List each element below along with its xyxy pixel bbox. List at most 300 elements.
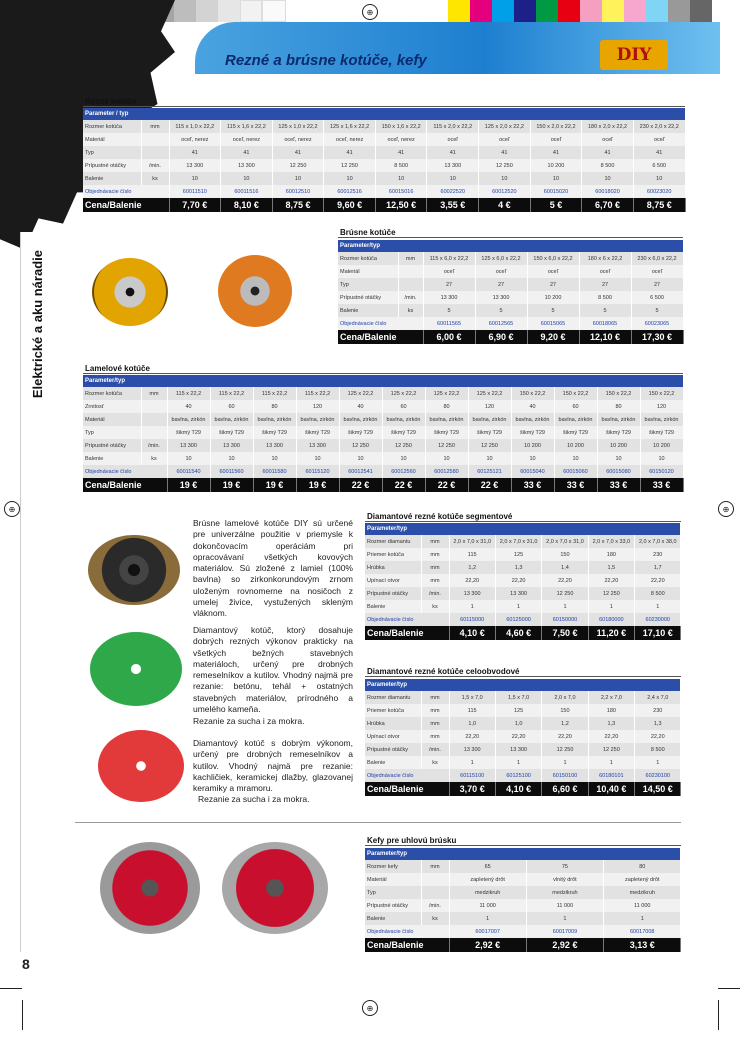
price-cell: 11,20 € xyxy=(588,626,634,640)
table-header-label: Parameter/typ xyxy=(83,375,683,387)
table-cell: 22,20 xyxy=(449,730,495,743)
spec-table xyxy=(338,240,684,344)
row-label: Rozmer kotúča xyxy=(83,387,141,400)
order-code: 60125100 xyxy=(495,769,541,782)
order-code: 60012565 xyxy=(475,317,527,330)
table-cell: 80 xyxy=(604,860,681,873)
table-cell: 10 xyxy=(511,452,554,465)
row-unit: /min. xyxy=(421,899,449,912)
table-cell: oceľ xyxy=(479,133,531,146)
table-cell: oceľ xyxy=(530,133,582,146)
section-title-brusne: Brúsne kotúče xyxy=(340,228,396,237)
row-unit xyxy=(141,146,169,159)
row-label: Balenie xyxy=(338,304,398,317)
table-row xyxy=(365,756,681,769)
table-row xyxy=(83,159,685,172)
table-cell: 1 xyxy=(542,756,588,769)
table-cell: 8 500 xyxy=(579,291,631,304)
price-cell: 6,60 € xyxy=(542,782,588,796)
table-cell: šikmý T29 xyxy=(382,426,425,439)
table-cell: 10 xyxy=(530,172,582,185)
order-code-label: Objednávacie číslo xyxy=(83,185,169,198)
table-header-label: Parameter/typ xyxy=(338,240,683,252)
table-cell: 10 200 xyxy=(530,159,582,172)
table-cell: 1 xyxy=(449,756,495,769)
table-row xyxy=(83,426,683,439)
table-cell: bavlna, zirkón xyxy=(167,413,210,426)
table-cell: 125 x 22,2 xyxy=(468,387,511,400)
order-code-label: Objednávacie číslo xyxy=(365,613,449,626)
table-cell: 12 250 xyxy=(588,743,634,756)
table-cell: 27 xyxy=(423,278,475,291)
table-cell: bavlna, zirkón xyxy=(640,413,683,426)
price-cell: 10,40 € xyxy=(588,782,634,796)
row-unit: mm xyxy=(421,535,449,548)
table-cell: 41 xyxy=(479,146,531,159)
price-cell: 4,10 € xyxy=(495,782,541,796)
table-cell: 2,0 x 7,0 xyxy=(542,691,588,704)
table-row xyxy=(365,743,681,756)
table-cell: oceľ xyxy=(527,265,579,278)
table-cell: oceľ, nerez xyxy=(324,133,376,146)
order-code: 60230100 xyxy=(635,769,681,782)
row-label: Materiál xyxy=(338,265,398,278)
table-lamelove xyxy=(83,375,684,492)
row-unit xyxy=(141,413,167,426)
table-cell: 10 xyxy=(339,452,382,465)
table-cell: šikmý T29 xyxy=(339,426,382,439)
spec-table xyxy=(83,108,686,212)
table-cell: 12 250 xyxy=(588,587,634,600)
diamond-description: Diamantový kotúč, ktorý dosahuje dobrých rezných výkonov prakticky na všetkých bežných stavebných materiáloch, určený pre drobných remeselníkov a kutilov. Vhodný najmä pre rezanie: betónu, tehál + ostatných stavebných materiálov, prírodného a umelého kameňa. xyxy=(193,625,353,715)
table-cell: 1 xyxy=(449,600,495,613)
table-cell: 10 xyxy=(597,452,640,465)
table-cell: 10 xyxy=(253,452,296,465)
price-cell: 33 € xyxy=(640,478,683,492)
table-cell: bavlna, zirkón xyxy=(554,413,597,426)
price-label: Cena/Balenie xyxy=(365,626,449,640)
row-unit: mm xyxy=(421,548,449,561)
table-cell: zapletený drôt xyxy=(604,873,681,886)
table-cell: 1,3 xyxy=(588,717,634,730)
price-label: Cena/Balenie xyxy=(83,478,167,492)
table-cell: bavlna, zirkón xyxy=(425,413,468,426)
row-unit xyxy=(421,873,449,886)
table-cell: 13 300 xyxy=(449,587,495,600)
table-cell: oceľ xyxy=(631,265,683,278)
lamel-description: Brúsne lamelové kotúče DIY sú určené pre univerzálne použitie v priemysle k dokončovacím operáciám pri opracovávaní všetkých kovových materiálov. Sú zložené z lamiel (100% bavlna) so zirkonkorundovým zrnom uloženým rovnomerne na nosičoch z umelej živice, vystužených skleným vláknom. xyxy=(193,518,353,619)
table-cell: 10 xyxy=(272,172,324,185)
table-cell: 11 000 xyxy=(526,899,603,912)
table-cell: bavlna, zirkón xyxy=(597,413,640,426)
table-cell: 1,0 xyxy=(449,717,495,730)
order-code: 60150000 xyxy=(542,613,588,626)
table-cell: 5 xyxy=(579,304,631,317)
table-cell: 8 500 xyxy=(375,159,427,172)
order-code: 60015016 xyxy=(375,185,427,198)
table-cell: 150 x 2,0 x 22,2 xyxy=(530,120,582,133)
order-code: 60012510 xyxy=(272,185,324,198)
table-cell: 41 xyxy=(633,146,685,159)
row-label: Materiál xyxy=(365,873,421,886)
table-cell: šikmý T29 xyxy=(511,426,554,439)
row-unit: ks xyxy=(141,172,169,185)
table-cell: 10 200 xyxy=(597,439,640,452)
table-cell: 1,5 x 7,0 xyxy=(495,691,541,704)
table-cell: 115 x 2,0 x 22,2 xyxy=(427,120,479,133)
table-cell: 80 xyxy=(253,400,296,413)
table-cell: oceľ xyxy=(633,133,685,146)
table-cell: 115 xyxy=(449,704,495,717)
row-label: Upínací otvor xyxy=(365,730,421,743)
table-cell: bavlna, zirkón xyxy=(296,413,339,426)
price-cell: 7,50 € xyxy=(542,626,588,640)
price-cell: 17,30 € xyxy=(631,330,683,344)
row-unit: mm xyxy=(421,691,449,704)
table-cell: bavlna, zirkón xyxy=(468,413,511,426)
row-label: Rozmer kefy xyxy=(365,860,421,873)
table-cell: 12 250 xyxy=(479,159,531,172)
row-unit xyxy=(141,400,167,413)
table-cell: 10 200 xyxy=(511,439,554,452)
table-cell: 12 250 xyxy=(382,439,425,452)
table-cell: šikmý T29 xyxy=(640,426,683,439)
table-row xyxy=(338,278,683,291)
order-code: 60015040 xyxy=(511,465,554,478)
price-cell: 17,10 € xyxy=(635,626,681,640)
row-unit xyxy=(398,265,423,278)
table-cell: šikmý T29 xyxy=(210,426,253,439)
table-cell: 12 250 xyxy=(542,743,588,756)
table-row xyxy=(365,730,681,743)
table-cell: 230 x 6,0 x 22,2 xyxy=(631,252,683,265)
table-row xyxy=(365,860,681,873)
price-cell: 6,90 € xyxy=(475,330,527,344)
table-cell: 2,0 x 7,0 x 31,0 xyxy=(495,535,541,548)
table-cell: 150 x 22,2 xyxy=(554,387,597,400)
table-cell: 1,0 xyxy=(495,717,541,730)
table-cell: 10 xyxy=(382,452,425,465)
table-row xyxy=(365,912,681,925)
table-cell: 230 xyxy=(635,704,681,717)
order-code: 60023065 xyxy=(631,317,683,330)
order-code: 60018065 xyxy=(579,317,631,330)
cutting-disc-image xyxy=(92,258,168,326)
table-cell: 180 x 6 x 22,2 xyxy=(579,252,631,265)
price-cell: 9,20 € xyxy=(527,330,579,344)
table-cell: 22,20 xyxy=(495,574,541,587)
grinding-disc-image xyxy=(218,255,292,327)
row-label: Typ xyxy=(83,146,141,159)
table-cell: 150 x 22,2 xyxy=(640,387,683,400)
order-code-label: Objednávacie číslo xyxy=(365,769,449,782)
table-row xyxy=(365,717,681,730)
spec-table xyxy=(83,375,684,492)
table-cell: medzikruh xyxy=(604,886,681,899)
row-unit: ks xyxy=(421,600,449,613)
row-unit: ks xyxy=(421,912,449,925)
table-row xyxy=(338,252,683,265)
table-cell: 10 xyxy=(479,172,531,185)
table-row xyxy=(365,574,681,587)
table-row xyxy=(365,873,681,886)
table-cell: 115 x 22,2 xyxy=(253,387,296,400)
order-code: 60011510 xyxy=(169,185,221,198)
price-label: Cena/Balenie xyxy=(365,782,449,796)
table-cell: 41 xyxy=(427,146,479,159)
row-label: Typ xyxy=(365,886,421,899)
table-cell: 41 xyxy=(169,146,221,159)
price-cell: 12,50 € xyxy=(375,198,427,212)
table-header-label: Parameter/typ xyxy=(365,679,681,691)
table-cell: 10 xyxy=(324,172,376,185)
table-row xyxy=(365,535,681,548)
order-code: 60230000 xyxy=(635,613,681,626)
table-cell: 125 x 22,2 xyxy=(382,387,425,400)
price-label: Cena/Balenie xyxy=(338,330,423,344)
section-title-lamelove: Lamelové kotúče xyxy=(85,364,150,373)
table-cell: 150 x 22,2 xyxy=(511,387,554,400)
spec-table xyxy=(365,523,681,640)
row-unit: /min. xyxy=(141,159,169,172)
table-cell: 10 xyxy=(554,452,597,465)
table-cell: 10 xyxy=(167,452,210,465)
table-cell: medzikruh xyxy=(526,886,603,899)
price-label: Cena/Balenie xyxy=(83,198,169,212)
price-cell: 6,00 € xyxy=(423,330,475,344)
order-code: 60012520 xyxy=(479,185,531,198)
section-title-kefy: Kefy pre uhlovú brúsku xyxy=(367,836,457,845)
table-cell: zapletený drôt xyxy=(449,873,526,886)
row-label: Rozmer kotúča xyxy=(338,252,398,265)
table-cell: 2,0 x 7,0 x 31,0 xyxy=(542,535,588,548)
table-cell: 2,0 x 7,0 x 31,0 xyxy=(449,535,495,548)
diamond-full-disc-image xyxy=(98,730,184,802)
section-title-celoobvod: Diamantové rezné kotúče celoobvodové xyxy=(367,667,520,676)
row-label: Rozmer diamantu xyxy=(365,691,421,704)
price-cell: 33 € xyxy=(511,478,554,492)
diamond2-note: Rezanie za sucha i za mokra. xyxy=(198,794,310,804)
table-cell: oceľ xyxy=(427,133,479,146)
table-cell: oceľ, nerez xyxy=(375,133,427,146)
table-cell: 1,2 xyxy=(542,717,588,730)
table-cell: 180 xyxy=(588,548,634,561)
price-cell: 2,92 € xyxy=(449,938,526,952)
table-cell: 12 250 xyxy=(324,159,376,172)
price-cell: 8,75 € xyxy=(272,198,324,212)
row-unit: mm xyxy=(421,860,449,873)
table-cell: 1,3 xyxy=(635,717,681,730)
table-cell: oceľ, nerez xyxy=(169,133,221,146)
table-cell: 125 x 1,6 x 22,2 xyxy=(324,120,376,133)
row-unit: mm xyxy=(421,704,449,717)
table-header-label: Parameter/typ xyxy=(365,523,681,535)
table-cell: 2,4 x 7,0 xyxy=(635,691,681,704)
row-label: Priemer kotúča xyxy=(365,704,421,717)
table-cell: 12 250 xyxy=(542,587,588,600)
table-cell: 150 xyxy=(542,704,588,717)
table-cell: 41 xyxy=(272,146,324,159)
section-title-rezne: Rezné kotúče xyxy=(85,97,137,106)
table-cell: 22,20 xyxy=(449,574,495,587)
table-cell: 115 x 1,0 x 22,2 xyxy=(169,120,221,133)
table-row xyxy=(365,561,681,574)
order-code: 60180000 xyxy=(588,613,634,626)
row-unit: ks xyxy=(141,452,167,465)
table-cell: 1 xyxy=(635,600,681,613)
table-cell: 8 500 xyxy=(582,159,634,172)
price-cell: 7,70 € xyxy=(169,198,221,212)
table-cell: 10 xyxy=(425,452,468,465)
table-cell: 22,20 xyxy=(542,574,588,587)
table-cell: 22,20 xyxy=(635,574,681,587)
order-code: 60011540 xyxy=(167,465,210,478)
wire-brush-image xyxy=(100,842,200,934)
order-code: 60017007 xyxy=(449,925,526,938)
table-cell: oceľ, nerez xyxy=(272,133,324,146)
table-cell: 230 xyxy=(635,548,681,561)
table-row xyxy=(83,413,683,426)
table-cell: 13 300 xyxy=(296,439,339,452)
row-unit: /min. xyxy=(421,743,449,756)
row-unit xyxy=(141,426,167,439)
table-cell: vlnitý drôt xyxy=(526,873,603,886)
table-cell: 80 xyxy=(425,400,468,413)
order-code: 60012560 xyxy=(382,465,425,478)
row-unit xyxy=(398,278,423,291)
table-cell: 8 500 xyxy=(635,587,681,600)
table-cell: 11 000 xyxy=(604,899,681,912)
table-row xyxy=(83,387,683,400)
table-cell: 10 xyxy=(221,172,273,185)
table-cell: 150 x 1,6 x 22,2 xyxy=(375,120,427,133)
row-label: Priemer kotúča xyxy=(365,548,421,561)
table-celoobvod xyxy=(365,679,681,796)
table-cell: 2,0 x 7,0 x 33,0 xyxy=(588,535,634,548)
order-code: 60011560 xyxy=(210,465,253,478)
price-cell: 9,60 € xyxy=(324,198,376,212)
brand-logo: DIY xyxy=(600,40,668,70)
table-row xyxy=(365,691,681,704)
table-cell: 125 xyxy=(495,548,541,561)
table-row xyxy=(365,548,681,561)
table-cell: 230 x 2,0 x 22,2 xyxy=(633,120,685,133)
row-label: Materiál xyxy=(83,133,141,146)
table-cell: 60 xyxy=(554,400,597,413)
table-brusne xyxy=(338,240,684,344)
row-unit xyxy=(421,886,449,899)
table-row xyxy=(365,600,681,613)
table-cell: 27 xyxy=(475,278,527,291)
row-unit: mm xyxy=(141,120,169,133)
row-unit: mm xyxy=(421,561,449,574)
table-cell: 10 200 xyxy=(640,439,683,452)
order-code: 60115000 xyxy=(449,613,495,626)
row-unit: mm xyxy=(421,717,449,730)
diamond-note: Rezanie za sucha i za mokra. xyxy=(193,716,305,726)
table-row xyxy=(83,146,685,159)
table-cell: 41 xyxy=(375,146,427,159)
table-cell: šikmý T29 xyxy=(253,426,296,439)
row-label: Rozmer kotúča xyxy=(83,120,141,133)
table-cell: 10 xyxy=(468,452,511,465)
row-unit xyxy=(141,133,169,146)
table-cell: 80 xyxy=(597,400,640,413)
table-row xyxy=(83,120,685,133)
table-cell: 27 xyxy=(527,278,579,291)
table-cell: 60 xyxy=(382,400,425,413)
row-unit: /min. xyxy=(421,587,449,600)
table-cell: 115 x 1,6 x 22,2 xyxy=(221,120,273,133)
order-code: 60012516 xyxy=(324,185,376,198)
row-unit: /min. xyxy=(141,439,167,452)
page-title: Rezné a brúsne kotúče, kefy xyxy=(225,52,427,69)
table-row xyxy=(365,587,681,600)
table-cell: bavlna, zirkón xyxy=(511,413,554,426)
row-label: Balenie xyxy=(365,756,421,769)
price-cell: 22 € xyxy=(339,478,382,492)
table-cell: 115 x 22,2 xyxy=(296,387,339,400)
table-cell: 60 xyxy=(210,400,253,413)
table-cell: 150 x 6,0 x 22,2 xyxy=(527,252,579,265)
registration-mark-icon: ⊕ xyxy=(362,1000,378,1016)
row-unit: ks xyxy=(421,756,449,769)
row-label: Prípustné otáčky xyxy=(338,291,398,304)
row-unit: mm xyxy=(141,387,167,400)
table-cell: 10 xyxy=(210,452,253,465)
table-cell: 1,2 xyxy=(449,561,495,574)
table-cell: 12 250 xyxy=(339,439,382,452)
diamond2-description: Diamantový kotúč s dobrým výkonom, určený pre drobných remeselníkov a kutilov. Vhodný najmä pre rezanie: kachličiek, keramickej dlažby, glazovanej keramiky a mramoru. xyxy=(193,738,353,794)
table-cell: 115 x 22,2 xyxy=(167,387,210,400)
row-label: Balenie xyxy=(83,172,141,185)
order-code: 60012541 xyxy=(339,465,382,478)
price-cell: 3,13 € xyxy=(604,938,681,952)
table-cell: 1 xyxy=(495,600,541,613)
registration-mark-icon: ⊕ xyxy=(362,4,378,20)
table-cell: 22,20 xyxy=(588,574,634,587)
table-cell: šikmý T29 xyxy=(597,426,640,439)
price-cell: 4,60 € xyxy=(495,626,541,640)
table-kefy xyxy=(365,848,681,952)
table-cell: 125 x 1,0 x 22,2 xyxy=(272,120,324,133)
flap-disc-image xyxy=(88,535,180,605)
table-row xyxy=(338,304,683,317)
price-cell: 19 € xyxy=(210,478,253,492)
table-cell: bavlna, zirkón xyxy=(253,413,296,426)
table-cell: 1 xyxy=(542,600,588,613)
table-cell: 22,20 xyxy=(542,730,588,743)
order-code: 60011565 xyxy=(423,317,475,330)
row-unit: mm xyxy=(421,730,449,743)
row-label: Upínací otvor xyxy=(365,574,421,587)
row-label: Materiál xyxy=(83,413,141,426)
row-unit: /min. xyxy=(398,291,423,304)
table-cell: 5 xyxy=(475,304,527,317)
table-segment xyxy=(365,523,681,640)
table-cell: 6 500 xyxy=(631,291,683,304)
table-cell: 150 x 22,2 xyxy=(597,387,640,400)
table-cell: 115 xyxy=(449,548,495,561)
price-cell: 14,50 € xyxy=(635,782,681,796)
order-code-label: Objednávacie číslo xyxy=(83,465,167,478)
price-cell: 22 € xyxy=(425,478,468,492)
table-row xyxy=(83,172,685,185)
table-cell: medzikruh xyxy=(449,886,526,899)
row-unit: ks xyxy=(398,304,423,317)
order-code: 60125121 xyxy=(468,465,511,478)
wire-brush-image xyxy=(222,842,328,934)
